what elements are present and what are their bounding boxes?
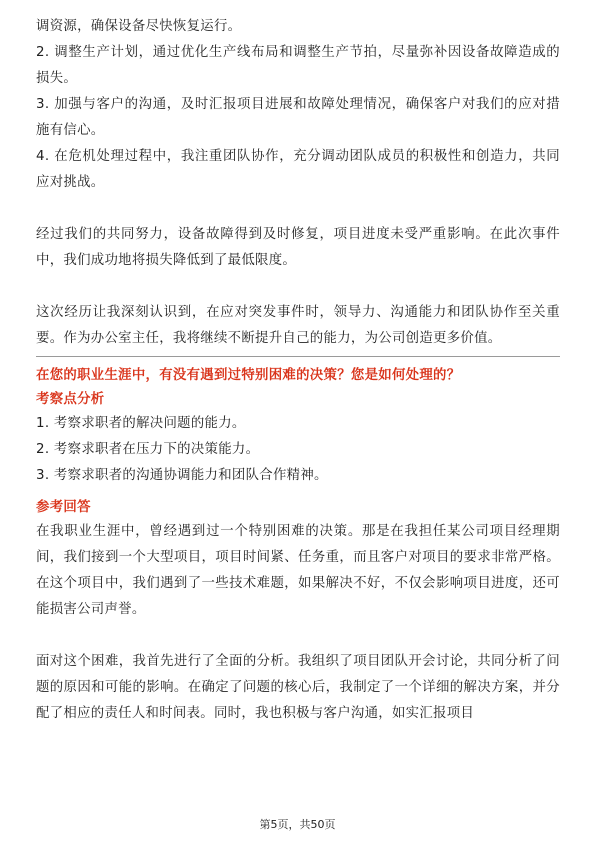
intro-line-1: 调资源，确保设备尽快恢复运行。	[36, 19, 242, 34]
spacer	[36, 196, 560, 222]
section-divider	[36, 356, 560, 357]
analysis-heading: 考察点分析	[36, 392, 105, 407]
reflection-paragraph: 这次经历让我深刻认识到，在应对突发事件时，领导力、沟通能力和团队协作至关重要。作为办公室主任，我将继续不断提升自己的能力，为公司创造更多价值。	[36, 305, 560, 346]
page-footer: 第5页，共50页	[259, 818, 336, 831]
spacer	[36, 274, 560, 300]
analysis-item-2: 2. 考察求职者在压力下的决策能力。	[36, 442, 260, 457]
interview-question: 在您的职业生涯中，有没有遇到过特别困难的决策？您是如何处理的？	[36, 368, 461, 383]
analysis-item-3: 3. 考察求职者的沟通协调能力和团队合作精神。	[36, 468, 328, 483]
list-item-4: 4. 在危机处理过程中，我注重团队协作，充分调动团队成员的积极性和创造力，共同应对挑战。	[36, 149, 560, 190]
answer-paragraph-2: 面对这个困难，我首先进行了全面的分析。我组织了项目团队开会讨论，共同分析了问题的原因和可能的影响。在确定了问题的核心后，我制定了一个详细的解决方案，并分配了相应的责任人和时间表。同时，我也积极与客户沟通，如实汇报项目	[36, 654, 560, 721]
analysis-item-1: 1. 考察求职者的解决问题的能力。	[36, 416, 246, 431]
answer-paragraph-1: 在我职业生涯中，曾经遇到过一个特别困难的决策。那是在我担任某公司项目经理期间，我们接到一个大型项目，项目时间紧、任务重，而且客户对项目的要求非常严格。在这个项目中，我们遇到了一些技术难题，如果解决不好，不仅会影响项目进度，还可能损害公司声誉。	[36, 524, 560, 617]
answer-heading: 参考回答	[36, 500, 91, 515]
list-item-3: 3. 加强与客户的沟通，及时汇报项目进展和故障处理情况，确保客户对我们的应对措施有信心。	[36, 97, 560, 138]
spacer	[36, 489, 560, 497]
spacer	[36, 623, 560, 649]
result-paragraph: 经过我们的共同努力，设备故障得到及时修复，项目进度未受严重影响。在此次事件中，我们成功地将损失降低到了最低限度。	[36, 227, 560, 268]
list-item-2: 2. 调整生产计划，通过优化生产线布局和调整生产节拍，尽量弥补因设备故障造成的损失。	[36, 45, 560, 86]
document-page	[36, 14, 560, 727]
